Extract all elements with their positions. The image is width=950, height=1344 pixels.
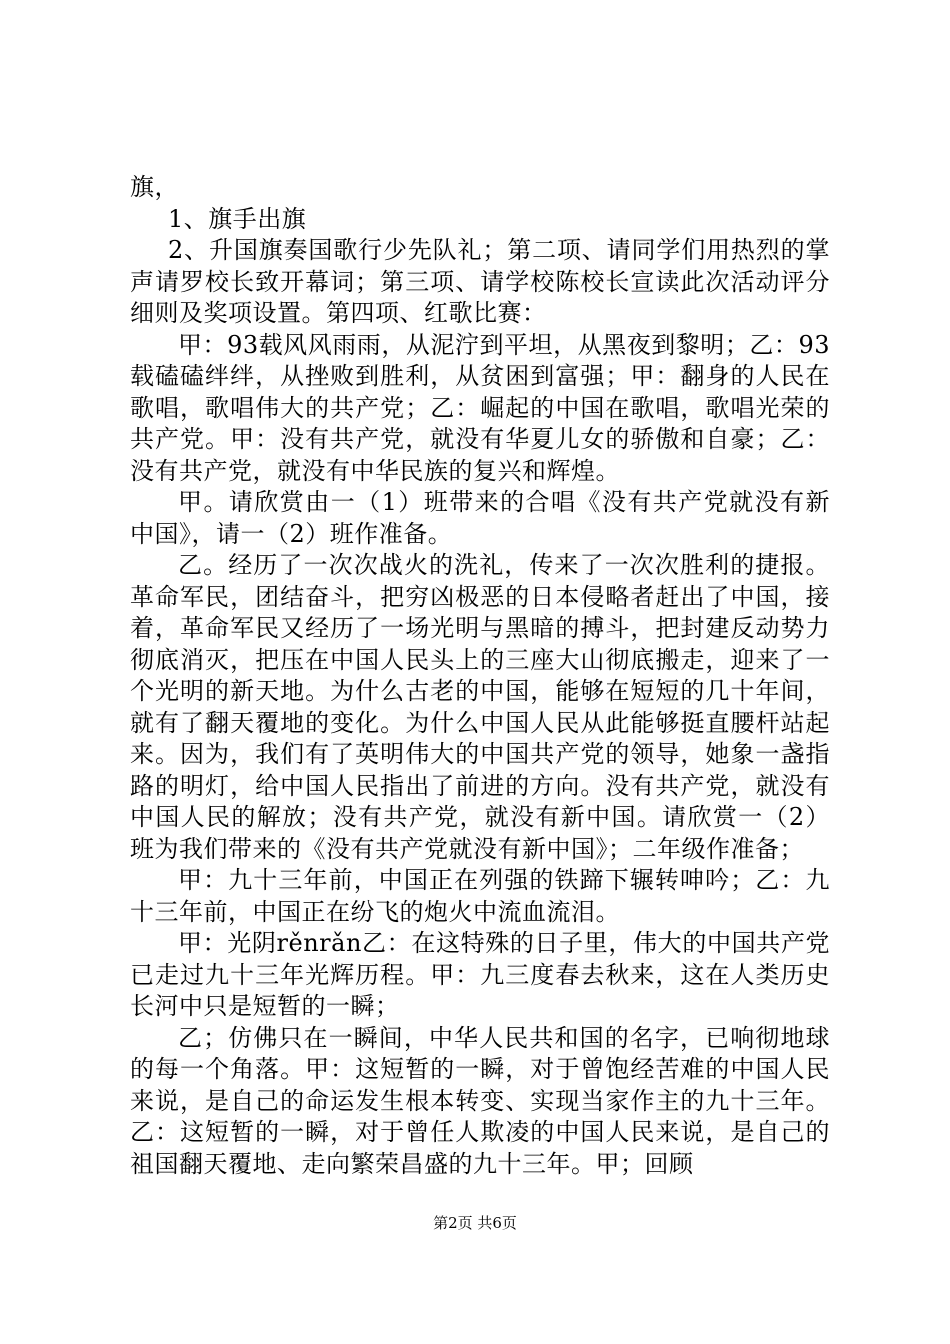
paragraph-history: 乙。经历了一次次战火的洗礼，传来了一次次胜利的捷报。革命军民，团结奋斗，把穷凶极恶的日本侵略者赶出了中国，接着，革命军民又经历了一场光明与黑暗的搏斗，把封建反动势力彻底消灭，把压在中国人民头上的三座大山彻底搬走，迎来了一个光明的新天地。为什么古老的中国，能够在短短的几十年间，就有了翻天覆地的变化。为什么中国人民从此能够挺直腰杆站起来。因为，我们有了英明伟大的中国共产党的领导，她象一盏指路的明灯，给中国人民指出了前进的方向。没有共产党，就没有中国人民的解放；没有共产党，就没有新中国。请欣赏一（2）班为我们带来的《没有共产党就没有新中国》；二年级作准备；	[130, 551, 830, 863]
paragraph-flag: 旗，	[130, 173, 179, 201]
paragraph-agenda: 2、升国旗奏国歌行少先队礼；第二项、请同学们用热烈的掌声请罗校长致开幕词；第三项、请学校陈校长宣读此次活动评分细则及奖项设置。第四项、红歌比赛：	[130, 236, 830, 327]
page-footer: 第2页 共6页	[433, 1214, 517, 1232]
paragraph-ninety-three-years-ago: 甲：九十三年前，中国正在列强的铁蹄下辗转呻吟；乙：九十三年前，中国正在纷飞的炮火中流血流泪。	[130, 866, 830, 926]
paragraph-time-passes: 甲：光阴rěnrǎn乙：在这特殊的日子里，伟大的中国共产党已走过九十三年光辉历程。甲：九三度春去秋来，这在人类历史长河中只是短暂的一瞬；	[130, 929, 830, 1020]
paragraph-flag-bearer: 1、旗手出旗	[168, 204, 307, 233]
paragraph-moment: 乙；仿佛只在一瞬间，中华人民共和国的名字，已响彻地球的每一个角落。甲：这短暂的一瞬，对于曾饱经苦难的中国人民来说，是自己的命运发生根本转变、实现当家作主的九十三年。乙：这短暂的一瞬，对于曾任人欺凌的中国人民来说，是自己的祖国翻天覆地、走向繁荣昌盛的九十三年。甲；回顾	[130, 1023, 830, 1178]
paragraph-class1-1: 甲。请欣赏由一（1）班带来的合唱《没有共产党就没有新中国》，请一（2）班作准备。	[130, 488, 830, 548]
document-body	[130, 172, 830, 1180]
paragraph-dialogue-93-years: 甲：93载风风雨雨，从泥泞到平坦，从黑夜到黎明；乙：93载磕磕绊绊，从挫败到胜利，从贫困到富强；甲：翻身的人民在歌唱，歌唱伟大的共产党；乙：崛起的中国在歌唱，歌唱光荣的共产党。甲：没有共产党，就没有华夏儿女的骄傲和自豪；乙：没有共产党，就没有中华民族的复兴和辉煌。	[130, 330, 830, 485]
